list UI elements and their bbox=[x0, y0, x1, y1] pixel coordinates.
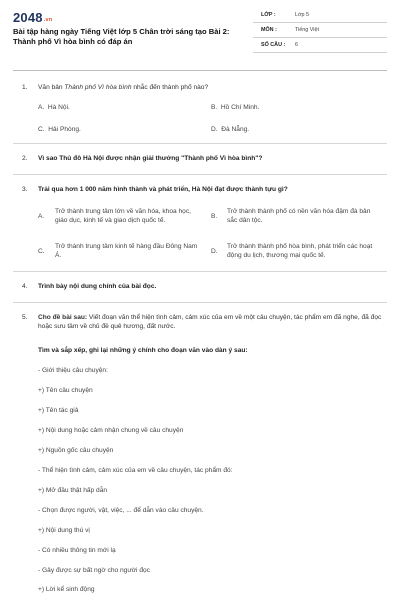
option-letter: B. bbox=[211, 104, 218, 111]
question-divider bbox=[13, 174, 387, 175]
meta-label: SỐ CÂU : bbox=[261, 42, 286, 48]
outline-item: +) Tên tác giả bbox=[38, 407, 79, 414]
site-logo[interactable] bbox=[13, 10, 52, 25]
meta-row-class bbox=[253, 8, 387, 23]
outline-item: +) Lời kể sinh động bbox=[38, 586, 95, 593]
logo-text: 2048 bbox=[13, 10, 43, 25]
question-1-text-post: nhắc đến thành phố nào? bbox=[131, 84, 209, 91]
option-text: Hồ Chí Minh. bbox=[220, 104, 260, 111]
question-5-body: Viết đoạn văn thể hiện tình cảm, cảm xúc của em về một câu chuyện, tác phẩm em đã nghe, đã đọc hoặc sưu tầm về chủ đề quê hương, đất nước. bbox=[38, 314, 382, 330]
meta-label: MÔN : bbox=[261, 27, 277, 33]
option-text: Đà Nẵng. bbox=[221, 126, 250, 133]
q1-option-a[interactable] bbox=[38, 103, 70, 112]
question-divider bbox=[13, 143, 387, 144]
q1-option-b[interactable] bbox=[211, 103, 259, 112]
outline-item: +) Mở đầu thật hấp dẫn bbox=[38, 487, 108, 494]
question-3-text: Trải qua hơn 1 000 năm hình thành và phát triển, Hà Nội đạt được thành tựu gì? bbox=[38, 186, 288, 193]
meta-row-subject bbox=[253, 23, 387, 38]
outline-item: +) Nội dung hoặc cảm nhận chung về câu chuyện bbox=[38, 427, 184, 434]
outline-item: - Gây được sự bất ngờ cho người đọc bbox=[38, 567, 150, 574]
question-5-text bbox=[38, 313, 383, 331]
question-5-number: 5. bbox=[22, 314, 28, 321]
outline-item: +) Nguồn gốc câu chuyện bbox=[38, 447, 114, 454]
q3-option-b-letter[interactable]: B. bbox=[211, 213, 218, 220]
q3-option-d-letter[interactable]: D. bbox=[211, 248, 218, 255]
option-letter: D. bbox=[211, 126, 218, 133]
q3-option-a-letter[interactable]: A. bbox=[38, 213, 45, 220]
q3-option-c-letter[interactable]: C. bbox=[38, 248, 45, 255]
option-letter: A. bbox=[38, 104, 45, 111]
question-3-number: 3. bbox=[22, 186, 28, 193]
q3-option-c-text[interactable]: Trở thành trung tâm kinh tế hàng đầu Đông Nam Á. bbox=[55, 243, 198, 259]
page-title: Bài tập hàng ngày Tiếng Việt lớp 5 Chân trời sáng tạo Bài 2: Thành phố Vì hòa bình có đáp án bbox=[13, 27, 230, 47]
outline-item: +) Tên câu chuyện bbox=[38, 387, 93, 394]
outline-item: - Chọn được người, vật, việc, ... để dẫn vào câu chuyện. bbox=[38, 507, 204, 514]
question-2-number: 2. bbox=[22, 155, 28, 162]
question-1-text bbox=[38, 83, 208, 92]
q3-option-b-text[interactable]: Trở thành thành phố có nền văn hóa đậm đà bản sắc dân tộc. bbox=[227, 208, 371, 224]
outline-item: - Giới thiệu câu chuyện: bbox=[38, 367, 108, 374]
option-letter: C. bbox=[38, 126, 45, 133]
question-2-text: Vì sao Thủ đô Hà Nội được nhận giải thưởng "Thành phố Vì hòa bình"? bbox=[38, 155, 263, 162]
meta-table bbox=[253, 8, 387, 53]
outline-item: - Có nhiều thông tin mới lạ bbox=[38, 547, 116, 554]
header-divider bbox=[13, 70, 387, 71]
question-4-text: Trình bày nội dung chính của bài đọc. bbox=[38, 283, 157, 290]
logo-suffix: .vn bbox=[43, 17, 53, 23]
question-1-text-pre: Văn bản bbox=[38, 84, 65, 91]
meta-row-count bbox=[253, 38, 387, 53]
question-1-number: 1. bbox=[22, 84, 28, 91]
q3-option-d-text[interactable]: Trở thành thành phố hòa bình, phát triển các hoạt động du lịch, thương mại quốc tế. bbox=[227, 243, 373, 259]
q1-option-d[interactable] bbox=[211, 125, 249, 134]
option-text: Hà Nội. bbox=[47, 104, 70, 111]
question-1-text-italic: Thành phố Vì hòa bình bbox=[64, 84, 132, 91]
question-4-number: 4. bbox=[22, 283, 28, 290]
question-divider bbox=[13, 271, 387, 272]
question-5-task: Tìm và sắp xếp, ghi lại những ý chính cho đoạn văn vào dàn ý sau: bbox=[38, 347, 248, 354]
outline-item: +) Nội dung thú vị bbox=[38, 527, 90, 534]
question-5-lead: Cho đề bài sau: bbox=[38, 314, 88, 321]
page-header bbox=[13, 8, 387, 66]
question-divider bbox=[13, 302, 387, 303]
q1-option-c[interactable] bbox=[38, 125, 81, 134]
meta-label: LỚP : bbox=[261, 12, 276, 18]
q3-option-a-text[interactable]: Trở thành trung tâm lớn về văn hóa, khoa học, giáo dục, kinh tế và giao dịch quốc tế. bbox=[55, 208, 191, 224]
outline-item: - Thể hiện tình cảm, cảm xúc của em về câu chuyện, tác phẩm đó: bbox=[38, 467, 233, 474]
option-text: Hải Phòng. bbox=[48, 126, 81, 133]
meta-value: 6 bbox=[295, 42, 298, 48]
meta-value: Lớp 5 bbox=[295, 12, 310, 18]
meta-value: Tiếng Việt bbox=[295, 27, 319, 33]
